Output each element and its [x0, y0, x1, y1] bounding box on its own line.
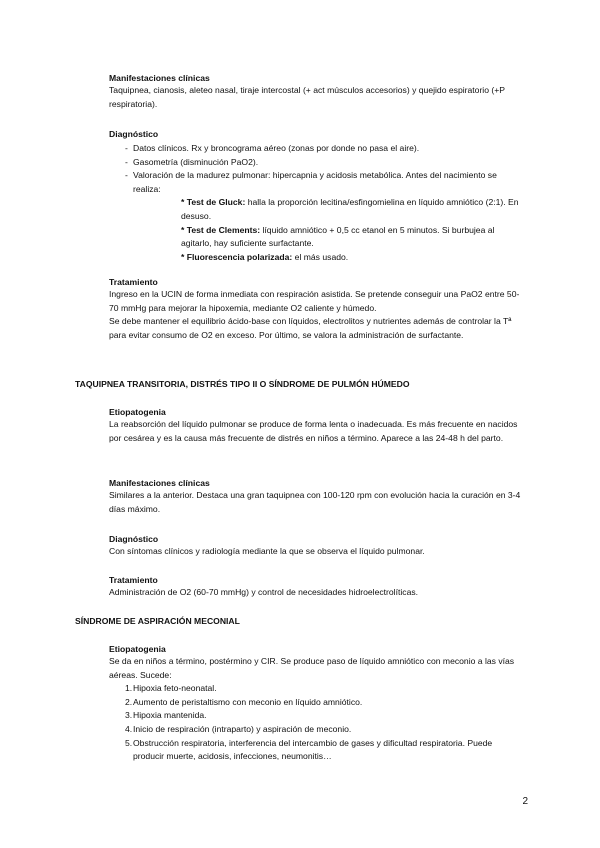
paragraph: Se debe mantener el equilibrio ácido-base con líquidos, electrolitos y nutrientes además de controlar la Tª para evitar consumo de O2 en exceso. Por último, se valora la administración de surfactante.: [109, 316, 512, 340]
section-heading: Etiopatogenia: [109, 644, 166, 654]
dash-bullet: -: [125, 143, 128, 153]
manifestaciones-section: [109, 72, 524, 111]
sub-item-text: halla la proporción lecitina/esfingomielina en líquido amniótico (2:1). En desuso.: [181, 197, 519, 221]
paragraph: Con síntomas clínicos y radiología mediante la que se observa el líquido pulmonar.: [109, 546, 425, 556]
section-title: TAQUIPNEA TRANSITORIA, DISTRÉS TIPO II O SÍNDROME DE PULMÓN HÚMEDO: [75, 379, 410, 389]
sub-item-label: * Test de Gluck:: [181, 197, 246, 208]
paragraph: La reabsorción del líquido pulmonar se produce de forma lenta o inadecuada. Es más frecuente en nacidos por cesárea y es la causa más frecuente de distrés en niños a término. Aparece a las 24-48 h del parto.: [109, 419, 518, 443]
list-item-text: Obstrucción respiratoria, interferencia del intercambio de gases y dificultad respiratoria. Puede producir muerte, acidosis, infecciones, neumonitis…: [133, 737, 493, 762]
sub-list-item: [109, 224, 524, 251]
page-number: 2: [522, 796, 528, 807]
section-heading: Etiopatogenia: [109, 407, 166, 417]
paragraph: Taquipnea, cianosis, aleteo nasal, tiraje intercostal (+ act músculos accesorios) y quejido espiratorio (+P respiratoria).: [109, 85, 505, 109]
list-item: [109, 169, 524, 196]
list-item: [109, 156, 524, 170]
dash-bullet: -: [125, 156, 128, 167]
paragraph: Ingreso en la UCIN de forma inmediata con respiración asistida. Se pretende conseguir una PaO2 entre 50-70 mmHg para mejorar la hipoxemia, mediante O2 caliente y húmedo.: [109, 289, 520, 313]
sub-item-label: * Fluorescencia polarizada:: [181, 251, 293, 262]
list-item-text: Inicio de respiración (intraparto) y aspiración de meconio.: [133, 723, 352, 734]
etiopatogenia-section: [109, 406, 524, 445]
section-heading: Diagnóstico: [109, 129, 159, 139]
section-title: SÍNDROME DE ASPIRACIÓN MECONIAL: [75, 616, 240, 626]
tratamiento-section: [109, 574, 524, 600]
sub-item-label: * Test de Clements:: [181, 224, 261, 235]
dash-bullet: -: [125, 170, 128, 181]
section-heading: Manifestaciones clínicas: [109, 73, 210, 83]
list-item: [109, 737, 524, 764]
list-item: [109, 709, 524, 723]
section-heading: Diagnóstico: [109, 534, 159, 544]
etiopatogenia-section: [109, 643, 524, 764]
sub-list-item: [109, 196, 524, 223]
manifestaciones-section: [109, 477, 524, 516]
diagnostico-section: [109, 128, 524, 264]
list-item-text: Aumento de peristaltismo con meconio en líquido amniótico.: [133, 696, 363, 707]
diagnostico-section: [109, 533, 524, 559]
list-item-text: Valoración de la madurez pulmonar: hipercapnia y acidosis metabólica. Antes del nacimiento se realiza:: [133, 170, 497, 194]
sub-item-text: líquido amniótico + 0,5 cc etanol en 5 minutos. Si burbujea al agitarlo, hay suficiente surfactante.: [181, 224, 495, 249]
paragraph: Se da en niños a término, postérmino y CIR. Se produce paso de líquido amniótico con meconio a las vías aéreas. Sucede:: [109, 656, 515, 680]
section-heading: Tratamiento: [109, 277, 158, 287]
section-heading: Manifestaciones clínicas: [109, 478, 210, 488]
list-item-text: Hipoxia feto-neonatal.: [133, 683, 217, 694]
list-item: [109, 142, 524, 156]
list-item-text: Gasometría (disminución PaO2).: [133, 156, 259, 167]
section-heading: Tratamiento: [109, 575, 158, 585]
list-item: [109, 696, 524, 710]
sub-item-text: el más usado.: [292, 251, 349, 262]
list-number: 4.: [125, 723, 133, 734]
list-item: [109, 723, 524, 737]
list-number: 5.: [125, 737, 133, 748]
list-item-text: Datos clínicos. Rx y broncograma aéreo (zonas por donde no pasa el aire).: [133, 143, 420, 153]
list-item-text: Hipoxia mantenida.: [133, 710, 207, 721]
list-item: [109, 682, 524, 696]
tratamiento-section: [109, 276, 524, 342]
list-number: 1.: [125, 683, 133, 694]
paragraph: Administración de O2 (60-70 mmHg) y control de necesidades hidroelectrolíticas.: [109, 587, 419, 597]
sub-list-item: [109, 251, 524, 265]
paragraph: Similares a la anterior. Destaca una gran taquipnea con 100-120 rpm con evolución hacia la curación en 3-4 días máximo.: [109, 490, 521, 514]
list-number: 3.: [125, 710, 133, 721]
list-number: 2.: [125, 696, 133, 707]
